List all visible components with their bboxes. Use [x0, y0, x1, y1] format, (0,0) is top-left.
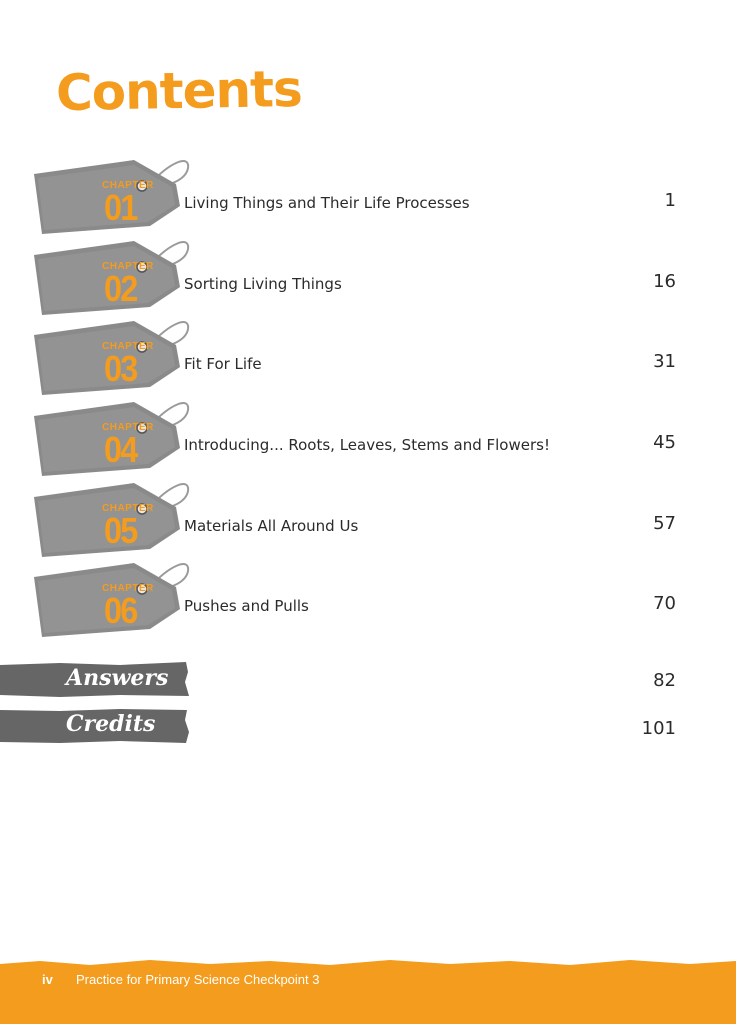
credits-page-number: 101 — [641, 718, 676, 739]
chapter-number: 03 — [104, 348, 137, 389]
chapter-row-02[interactable] — [0, 241, 736, 321]
chapter-number: 01 — [104, 187, 137, 228]
chapter-number: 02 — [104, 268, 137, 309]
credits-banner[interactable] — [0, 708, 190, 744]
chapter-title[interactable]: Sorting Living Things — [184, 275, 342, 293]
chapter-page-number: 16 — [653, 271, 676, 292]
chapter-row-04[interactable] — [0, 402, 736, 482]
chapter-title[interactable]: Introducing... Roots, Leaves, Stems and Flowers! — [184, 436, 550, 454]
chapter-tag — [30, 483, 200, 563]
chapter-number: 04 — [104, 429, 137, 470]
chapter-page-number: 45 — [653, 432, 676, 453]
answers-label[interactable]: Answers — [66, 665, 169, 691]
chapter-number: 06 — [104, 590, 137, 631]
chapter-page-number: 31 — [653, 351, 676, 372]
chapter-row-01[interactable] — [0, 160, 736, 240]
chapter-label: CHAPTER — [102, 180, 154, 191]
footer-page-number: iv — [42, 972, 53, 987]
chapter-page-number: 70 — [653, 593, 676, 614]
chapter-label: CHAPTER — [102, 261, 154, 272]
chapter-number: 05 — [104, 510, 137, 551]
chapter-label: CHAPTER — [102, 341, 154, 352]
page-title: Contents — [55, 59, 303, 123]
chapter-row-05[interactable] — [0, 483, 736, 563]
chapter-tag — [30, 321, 200, 401]
credits-label[interactable]: Credits — [66, 711, 156, 737]
chapter-page-number: 57 — [653, 513, 676, 534]
chapter-label: CHAPTER — [102, 422, 154, 433]
chapter-label: CHAPTER — [102, 503, 154, 514]
chapter-page-number: 1 — [664, 190, 676, 211]
chapter-tag — [30, 402, 200, 482]
chapter-row-03[interactable] — [0, 321, 736, 401]
chapter-label: CHAPTER — [102, 583, 154, 594]
chapter-tag — [30, 160, 200, 240]
footer-bar — [0, 956, 736, 1024]
answers-banner[interactable] — [0, 662, 190, 698]
footer-book-title: Practice for Primary Science Checkpoint 3 — [76, 972, 320, 987]
footer-shape — [0, 956, 736, 1024]
chapter-title[interactable]: Pushes and Pulls — [184, 597, 309, 615]
chapter-title[interactable]: Materials All Around Us — [184, 517, 359, 535]
chapter-tag — [30, 241, 200, 321]
answers-page-number: 82 — [653, 670, 676, 691]
chapter-tag — [30, 563, 200, 643]
chapter-row-06[interactable] — [0, 563, 736, 643]
chapter-title[interactable]: Fit For Life — [184, 355, 262, 373]
chapter-title[interactable]: Living Things and Their Life Processes — [184, 194, 470, 212]
